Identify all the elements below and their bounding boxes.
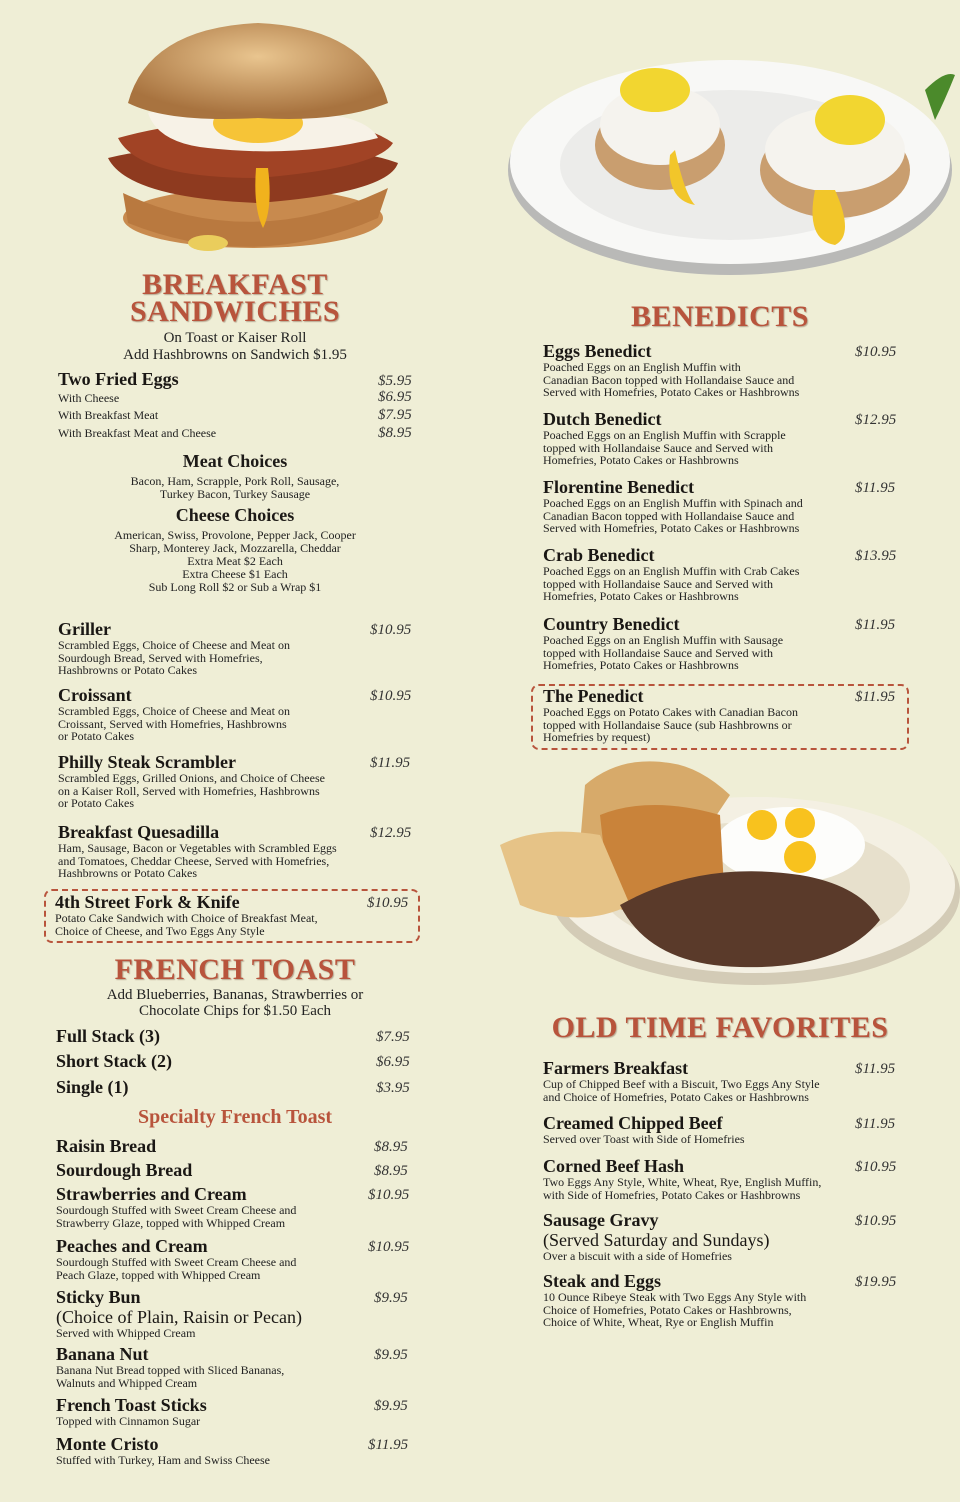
menu-item	[543, 1113, 903, 1146]
item-description-line: Sourdough Bread, Served with Homefries,	[58, 650, 263, 665]
item-description-line: 10 Ounce Ribeye Steak with Two Eggs Any Style with	[543, 1290, 807, 1304]
item-name: Steak and Eggs	[543, 1271, 662, 1291]
meat-choices-heading: Meat Choices	[182, 451, 288, 471]
item-price: $10.95	[370, 622, 412, 638]
menu-item	[56, 1026, 416, 1046]
item-price: $11.95	[855, 689, 896, 705]
french-toast-addon-note: Add Blueberries, Bananas, Strawberries or	[106, 987, 364, 1003]
item-description-line: Scrambled Eggs, Grilled Onions, and Choice of Cheese	[58, 771, 325, 785]
item-price: $6.95	[376, 1054, 410, 1070]
benedicts-title: BENEDICTS	[631, 300, 809, 333]
item-price: $3.95	[376, 1080, 410, 1096]
item-name: 4th Street Fork & Knife	[55, 892, 240, 912]
menu-item	[543, 686, 903, 744]
item-description-line: Choice of Cheese, and Two Eggs Any Style	[55, 923, 265, 938]
item-description-line: Ham, Sausage, Bacon or Vegetables with Scrambled Eggs	[58, 841, 337, 855]
item-name: Breakfast Quesadilla	[58, 822, 220, 842]
item-name: Griller	[58, 619, 111, 639]
item-description-line: Canadian Bacon topped with Hollandaise Sauce and	[543, 508, 795, 523]
menu-item	[543, 341, 903, 399]
breakfast-sandwiches-title-line1: BREAKFAST	[142, 268, 328, 301]
item-description-line: Scrambled Eggs, Choice of Cheese and Meat on	[58, 704, 290, 718]
item-description-line: Choice of Homefries, Potato Cakes or Hashbrowns,	[543, 1302, 792, 1317]
item-description-line: Served with Whipped Cream	[56, 1326, 196, 1340]
item-price: $11.95	[368, 1437, 409, 1453]
cheese-choices-heading: Cheese Choices	[175, 505, 295, 525]
menu-item	[56, 1344, 416, 1389]
menu-item	[58, 822, 418, 880]
menu-item	[543, 1156, 903, 1201]
menu-item	[543, 1210, 903, 1263]
menu-item	[543, 409, 903, 467]
item-description-line: Potato Cake Sandwich with Choice of Breakfast Meat,	[55, 911, 318, 925]
item-price: $10.95	[368, 1187, 410, 1203]
menu-item	[543, 1271, 903, 1329]
item-subtitle: (Served Saturday and Sundays)	[543, 1230, 770, 1250]
item-price: $9.95	[374, 1347, 408, 1363]
variant-price: $6.95	[378, 389, 412, 405]
meat-choices-line: Bacon, Ham, Scrapple, Pork Roll, Sausage,	[130, 474, 340, 488]
item-description-line: Served with Homefries, Potato Cakes or Hashbrowns	[543, 385, 800, 399]
item-description-line: Served over Toast with Side of Homefries	[543, 1132, 745, 1146]
item-name: Banana Nut	[56, 1344, 149, 1364]
item-description-line: Homefries, Potato Cakes or Hashbrowns	[543, 589, 739, 603]
item-description-line: Strawberry Glaze, topped with Whipped Cream	[56, 1215, 286, 1230]
item-description-line: Two Eggs Any Style, White, Wheat, Rye, English Muffin,	[543, 1175, 822, 1189]
item-name: Sticky Bun	[56, 1287, 141, 1307]
item-price: $11.95	[855, 480, 896, 496]
variant-price: $7.95	[378, 407, 412, 423]
item-name: Sausage Gravy	[543, 1210, 659, 1230]
menu-item	[58, 619, 418, 677]
variant-label: With Breakfast Meat	[58, 408, 159, 422]
item-price: $11.95	[855, 1061, 896, 1077]
breakfast-sandwiches-note: On Toast or Kaiser Roll	[163, 330, 307, 346]
item-price: $13.95	[855, 548, 897, 564]
breakfast-sandwich-illustration	[88, 18, 418, 263]
variant-price: $8.95	[378, 425, 412, 441]
eggs-benedict-plate-illustration	[505, 30, 960, 280]
item-description-line: Poached Eggs on an English Muffin with Sausage	[543, 633, 784, 647]
item-description-line: Poached Eggs on an English Muffin with	[543, 360, 741, 374]
menu-item	[58, 752, 418, 810]
item-name: Farmers Breakfast	[543, 1058, 689, 1078]
item-price: $8.95	[374, 1139, 408, 1155]
item-description-line: topped with Hollandaise Sauce and Served with	[543, 440, 773, 455]
item-description-line: Topped with Cinnamon Sugar	[56, 1414, 201, 1428]
menu-item	[55, 892, 415, 937]
item-description-line: Croissant, Served with Homefries, Hashbrowns	[58, 716, 287, 731]
item-price: $10.95	[370, 688, 412, 704]
menu-item	[543, 1058, 903, 1103]
item-description-line: Poached Eggs on an English Muffin with Spinach and	[543, 496, 803, 510]
cheese-choices-line: Sharp, Monterey Jack, Mozzarella, Cheddar	[129, 541, 341, 555]
item-description-line: Scrambled Eggs, Choice of Cheese and Meat on	[58, 638, 290, 652]
item-description-line: Poached Eggs on an English Muffin with Scrapple	[543, 428, 786, 442]
item-price: $11.95	[855, 617, 896, 633]
item-description-line: Cup of Chipped Beef with a Biscuit, Two Eggs Any Style	[543, 1077, 820, 1091]
item-description-line: with Side of Homefries, Potato Cakes or Hashbrowns	[543, 1187, 801, 1202]
item-name: Full Stack (3)	[56, 1026, 161, 1046]
item-price: $19.95	[855, 1274, 897, 1290]
item-name: Corned Beef Hash	[543, 1156, 684, 1176]
item-description-line: and Choice of Homefries, Potato Cakes or Hashbrowns	[543, 1089, 809, 1104]
item-description-line: Poached Eggs on Potato Cakes with Canadian Bacon	[543, 705, 798, 719]
item-description-line: Served with Homefries, Potato Cakes or Hashbrowns	[543, 521, 800, 535]
item-description-line: Banana Nut Bread topped with Sliced Bananas,	[56, 1363, 285, 1377]
item-name: Florentine Benedict	[543, 477, 695, 497]
item-name: Two Fried Eggs	[58, 369, 179, 389]
item-name: Country Benedict	[543, 614, 680, 634]
item-description-line: Peach Glaze, topped with Whipped Cream	[56, 1267, 261, 1282]
item-name: The Penedict	[543, 686, 644, 706]
item-price: $9.95	[374, 1290, 408, 1306]
menu-item	[56, 1136, 416, 1156]
french-toast-addon-note: Chocolate Chips for $1.50 Each	[138, 1003, 332, 1019]
item-name: Sourdough Bread	[56, 1160, 193, 1180]
item-price: $10.95	[855, 1159, 897, 1175]
extra-meat-note: Extra Meat $2 Each	[187, 554, 283, 568]
item-description-line: or Potato Cakes	[58, 796, 134, 810]
menu-item	[56, 1160, 416, 1180]
item-description-line: Homefries, Potato Cakes or Hashbrowns	[543, 453, 739, 467]
menu-item-two-fried-eggs	[58, 369, 418, 441]
menu-item	[56, 1077, 416, 1097]
variant-label: With Breakfast Meat and Cheese	[58, 426, 217, 440]
item-description-line: Homefries by request)	[543, 730, 651, 744]
menu-item	[58, 685, 418, 743]
item-description-line: topped with Hollandaise Sauce and Served with	[543, 645, 773, 660]
item-price: $10.95	[855, 1213, 897, 1229]
variant-label: With Cheese	[58, 391, 120, 405]
item-price: $5.95	[378, 373, 412, 389]
item-price: $11.95	[370, 755, 411, 771]
item-price: $8.95	[374, 1163, 408, 1179]
menu-item	[56, 1287, 416, 1340]
item-description-line: Hashbrowns or Potato Cakes	[58, 866, 197, 880]
item-description-line: Sourdough Stuffed with Sweet Cream Cheese and	[56, 1255, 297, 1269]
item-description-line: Walnuts and Whipped Cream	[56, 1375, 198, 1390]
item-name: Crab Benedict	[543, 545, 655, 565]
specialty-french-toast-heading: Specialty French Toast	[137, 1106, 333, 1128]
item-name: Single (1)	[56, 1077, 129, 1097]
menu-item	[543, 614, 903, 672]
menu-item	[543, 545, 903, 603]
cheese-choices-line: American, Swiss, Provolone, Pepper Jack, Cooper	[114, 528, 356, 542]
item-description-line: Canadian Bacon topped with Hollandaise Sauce and	[543, 372, 795, 387]
item-name: Eggs Benedict	[543, 341, 652, 361]
item-price: $12.95	[370, 825, 412, 841]
item-description-line: Choice of White, Wheat, Rye or English Muffin	[543, 1315, 774, 1329]
breakfast-sandwiches-title-line2: SANDWICHES	[129, 295, 341, 328]
item-description-line: topped with Hollandaise Sauce and Served with	[543, 576, 773, 591]
item-name: Creamed Chipped Beef	[543, 1113, 723, 1133]
item-description-line: topped with Hollandaise Sauce (sub Hashbrowns or	[543, 717, 792, 732]
item-price: $11.95	[855, 1116, 896, 1132]
item-description-line: or Potato Cakes	[58, 729, 134, 743]
item-name: Raisin Bread	[56, 1136, 157, 1156]
item-description-line: Sourdough Stuffed with Sweet Cream Cheese and	[56, 1203, 297, 1217]
item-name: Philly Steak Scrambler	[58, 752, 236, 772]
sub-roll-note: Sub Long Roll $2 or Sub a Wrap $1	[148, 580, 322, 594]
item-name: Peaches and Cream	[56, 1236, 208, 1256]
menu-item	[56, 1434, 416, 1467]
item-description-line: Homefries, Potato Cakes or Hashbrowns	[543, 658, 739, 672]
item-price: $10.95	[368, 1239, 410, 1255]
item-name: Monte Cristo	[56, 1434, 159, 1454]
menu-item	[56, 1236, 416, 1281]
item-description-line: Poached Eggs on an English Muffin with Crab Cakes	[543, 564, 800, 578]
item-name: French Toast Sticks	[56, 1395, 207, 1415]
extra-cheese-note: Extra Cheese $1 Each	[182, 567, 288, 581]
item-price: $9.95	[374, 1398, 408, 1414]
french-toast-title: FRENCH TOAST	[114, 953, 356, 986]
item-description-line: on a Kaiser Roll, Served with Homefries, Hashbrowns	[58, 783, 320, 798]
item-description-line: Over a biscuit with a side of Homefries	[543, 1249, 732, 1263]
item-description-line: and Tomatoes, Cheddar Cheese, Served with Homefries,	[58, 853, 330, 868]
menu-item	[543, 477, 903, 535]
menu-item	[56, 1395, 416, 1428]
item-price: $10.95	[367, 895, 409, 911]
menu-item	[56, 1184, 416, 1229]
item-description-line: Hashbrowns or Potato Cakes	[58, 663, 197, 677]
item-subtitle: (Choice of Plain, Raisin or Pecan)	[56, 1307, 302, 1327]
old-time-favorites-title: OLD TIME FAVORITES	[551, 1011, 889, 1044]
item-name: Short Stack (2)	[56, 1051, 172, 1071]
hashbrowns-addon-note: Add Hashbrowns on Sandwich $1.95	[123, 347, 347, 363]
meat-choices-line: Turkey Bacon, Turkey Sausage	[159, 487, 311, 501]
item-price: $12.95	[855, 412, 897, 428]
menu-item	[56, 1051, 416, 1071]
item-name: Strawberries and Cream	[56, 1184, 247, 1204]
item-price: $7.95	[376, 1029, 410, 1045]
item-name: Croissant	[58, 685, 132, 705]
item-name: Dutch Benedict	[543, 409, 662, 429]
steak-and-eggs-plate-illustration	[500, 755, 960, 995]
item-price: $10.95	[855, 344, 897, 360]
item-description-line: Stuffed with Turkey, Ham and Swiss Cheese	[56, 1453, 270, 1467]
